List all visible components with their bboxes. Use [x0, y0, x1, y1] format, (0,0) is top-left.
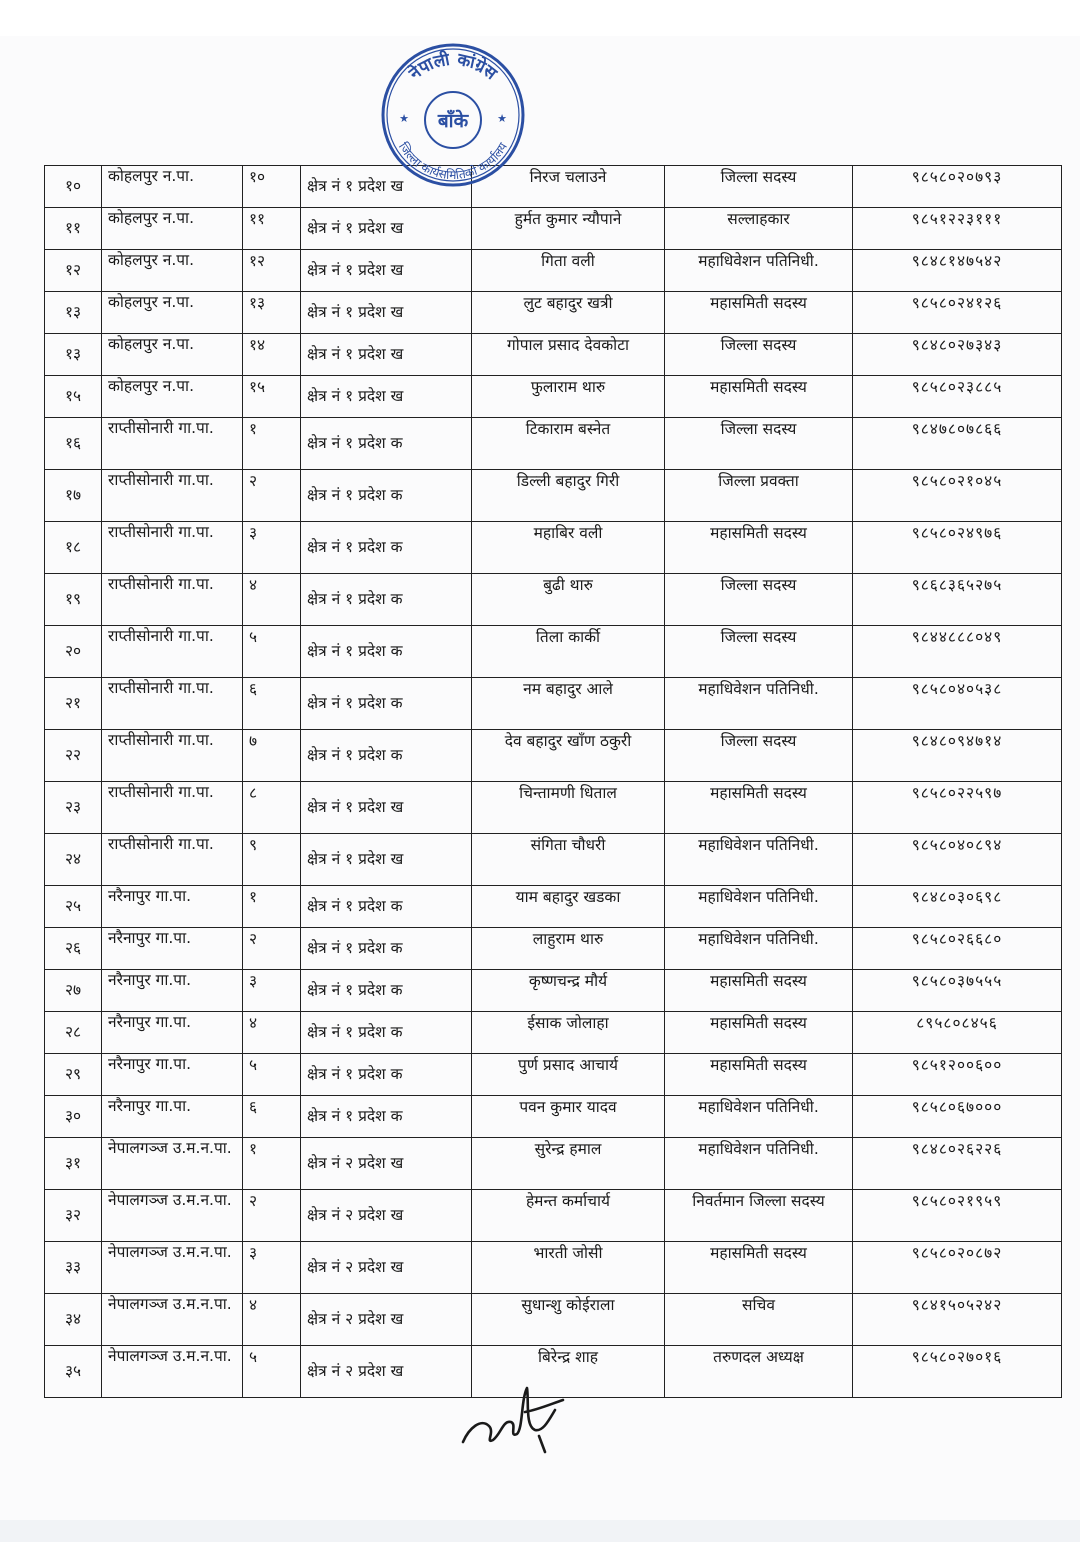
table-row [45, 1054, 1062, 1096]
constituency-cell: क्षेत्र नं १ प्रदेश क [301, 1012, 472, 1054]
phone-number-cell: ९८५१२२३१११ [853, 208, 1062, 250]
member-name-cell: पवन कुमार यादव [472, 1096, 665, 1138]
position-cell: महासमिती सदस्य [665, 376, 853, 418]
position-cell: जिल्ला सदस्य [665, 334, 853, 376]
constituency-cell: क्षेत्र नं १ प्रदेश क [301, 730, 472, 782]
table-row [45, 1294, 1062, 1346]
seal-star-left-icon: ★ [399, 112, 409, 125]
serial-number-cell: ३४ [45, 1294, 102, 1346]
municipality-cell: राप्तीसोनारी गा.पा. [102, 626, 243, 678]
municipality-cell: राप्तीसोनारी गा.पा. [102, 574, 243, 626]
position-cell: महासमिती सदस्य [665, 1054, 853, 1096]
municipality-cell: राप्तीसोनारी गा.पा. [102, 782, 243, 834]
table-row [45, 678, 1062, 730]
municipality-cell: कोहलपुर न.पा. [102, 166, 243, 208]
ward-number-cell: ४ [243, 1012, 301, 1054]
member-name-cell: बिरेन्द्र शाह [472, 1346, 665, 1398]
table-row [45, 730, 1062, 782]
municipality-cell: राप्तीसोनारी गा.पा. [102, 522, 243, 574]
municipality-cell: नेपालगञ्ज उ.म.न.पा. [102, 1190, 243, 1242]
member-name-cell: टिकाराम बस्नेत [472, 418, 665, 470]
phone-number-cell: ८९५८०८४५६ [853, 1012, 1062, 1054]
municipality-cell: राप्तीसोनारी गा.पा. [102, 730, 243, 782]
member-name-cell: चिन्तामणी धिताल [472, 782, 665, 834]
serial-number-cell: ३५ [45, 1346, 102, 1398]
table-row [45, 292, 1062, 334]
municipality-cell: नरैनापुर गा.पा. [102, 970, 243, 1012]
table-row [45, 250, 1062, 292]
ward-number-cell: ४ [243, 574, 301, 626]
phone-number-cell: ९८५८०२१९५९ [853, 1190, 1062, 1242]
table-row [45, 886, 1062, 928]
member-name-cell: कृष्णचन्द्र मौर्य [472, 970, 665, 1012]
member-name-cell: हुर्मत कुमार न्यौपाने [472, 208, 665, 250]
ward-number-cell: १४ [243, 334, 301, 376]
ward-number-cell: १ [243, 1138, 301, 1190]
ward-number-cell: ३ [243, 522, 301, 574]
serial-number-cell: २३ [45, 782, 102, 834]
table-row [45, 334, 1062, 376]
municipality-cell: नरैनापुर गा.पा. [102, 1054, 243, 1096]
table-row [45, 970, 1062, 1012]
municipality-cell: नेपालगञ्ज उ.म.न.पा. [102, 1242, 243, 1294]
ward-number-cell: २ [243, 928, 301, 970]
constituency-cell: क्षेत्र नं १ प्रदेश ख [301, 334, 472, 376]
member-table [44, 165, 1062, 1398]
ward-number-cell: ३ [243, 970, 301, 1012]
municipality-cell: कोहलपुर न.पा. [102, 292, 243, 334]
serial-number-cell: २१ [45, 678, 102, 730]
municipality-cell: राप्तीसोनारी गा.पा. [102, 470, 243, 522]
svg-text:जिल्ला कार्यसमितिको कार्यालय [396, 139, 511, 182]
serial-number-cell: २७ [45, 970, 102, 1012]
seal-center-text: बाँके [437, 110, 469, 132]
constituency-cell: क्षेत्र नं १ प्रदेश ख [301, 166, 472, 208]
phone-number-cell: ९८५८०२६६८० [853, 928, 1062, 970]
serial-number-cell: ३२ [45, 1190, 102, 1242]
ward-number-cell: ६ [243, 1096, 301, 1138]
position-cell: जिल्ला सदस्य [665, 626, 853, 678]
serial-number-cell: १३ [45, 334, 102, 376]
position-cell: सल्लाहकार [665, 208, 853, 250]
position-cell: महासमिती सदस्य [665, 522, 853, 574]
position-cell: जिल्ला सदस्य [665, 418, 853, 470]
ward-number-cell: ४ [243, 1294, 301, 1346]
position-cell: जिल्ला सदस्य [665, 730, 853, 782]
member-name-cell: याम बहादुर खडका [472, 886, 665, 928]
constituency-cell: क्षेत्र नं १ प्रदेश क [301, 1096, 472, 1138]
serial-number-cell: १० [45, 166, 102, 208]
member-table-body [45, 166, 1062, 1398]
member-name-cell: महाबिर वली [472, 522, 665, 574]
ward-number-cell: ५ [243, 1346, 301, 1398]
phone-number-cell: ९८५८०२१०४५ [853, 470, 1062, 522]
position-cell: महाधिवेशन पतिनिधी. [665, 1096, 853, 1138]
phone-number-cell: ९८४७८०७८६६ [853, 418, 1062, 470]
position-cell: सचिव [665, 1294, 853, 1346]
position-cell: महासमिती सदस्य [665, 970, 853, 1012]
table-row [45, 166, 1062, 208]
serial-number-cell: २८ [45, 1012, 102, 1054]
position-cell: महासमिती सदस्य [665, 782, 853, 834]
party-seal-stamp [378, 40, 528, 190]
member-name-cell: बुढी थारु [472, 574, 665, 626]
table-row [45, 522, 1062, 574]
member-name-cell: भारती जोसी [472, 1242, 665, 1294]
constituency-cell: क्षेत्र नं २ प्रदेश ख [301, 1138, 472, 1190]
municipality-cell: कोहलपुर न.पा. [102, 376, 243, 418]
municipality-cell: नरैनापुर गा.पा. [102, 1012, 243, 1054]
serial-number-cell: १८ [45, 522, 102, 574]
position-cell: तरुणदल अध्यक्ष [665, 1346, 853, 1398]
ward-number-cell: १ [243, 886, 301, 928]
municipality-cell: नेपालगञ्ज उ.म.न.पा. [102, 1138, 243, 1190]
ward-number-cell: ११ [243, 208, 301, 250]
member-name-cell: डिल्ली बहादुर गिरी [472, 470, 665, 522]
position-cell: महाधिवेशन पतिनिधी. [665, 1138, 853, 1190]
ward-number-cell: १५ [243, 376, 301, 418]
constituency-cell: क्षेत्र नं १ प्रदेश क [301, 886, 472, 928]
phone-number-cell: ९८५८०२०८७२ [853, 1242, 1062, 1294]
constituency-cell: क्षेत्र नं १ प्रदेश ख [301, 834, 472, 886]
table-row [45, 470, 1062, 522]
phone-number-cell: ९८५८०२४१२६ [853, 292, 1062, 334]
phone-number-cell: ९८५१२००६०० [853, 1054, 1062, 1096]
serial-number-cell: ३३ [45, 1242, 102, 1294]
seal-bottom-text: जिल्ला कार्यसमितिको कार्यालय [395, 139, 511, 183]
serial-number-cell: २६ [45, 928, 102, 970]
table-row [45, 574, 1062, 626]
serial-number-cell: २९ [45, 1054, 102, 1096]
table-row [45, 834, 1062, 886]
top-margin [0, 0, 1080, 36]
serial-number-cell: ११ [45, 208, 102, 250]
ward-number-cell: ५ [243, 1054, 301, 1096]
ward-number-cell: १० [243, 166, 301, 208]
serial-number-cell: १९ [45, 574, 102, 626]
position-cell: महाधिवेशन पतिनिधी. [665, 250, 853, 292]
serial-number-cell: २० [45, 626, 102, 678]
member-name-cell: गोपाल प्रसाद देवकोटा [472, 334, 665, 376]
ward-number-cell: ३ [243, 1242, 301, 1294]
member-name-cell: हेमन्त कर्माचार्य [472, 1190, 665, 1242]
constituency-cell: क्षेत्र नं १ प्रदेश ख [301, 782, 472, 834]
municipality-cell: कोहलपुर न.पा. [102, 334, 243, 376]
ward-number-cell: १२ [243, 250, 301, 292]
constituency-cell: क्षेत्र नं १ प्रदेश क [301, 1054, 472, 1096]
member-name-cell: तिला कार्की [472, 626, 665, 678]
municipality-cell: कोहलपुर न.पा. [102, 208, 243, 250]
position-cell: महाधिवेशन पतिनिधी. [665, 928, 853, 970]
member-name-cell: लाहुराम थारु [472, 928, 665, 970]
phone-number-cell: ९८४८०९४७१४ [853, 730, 1062, 782]
phone-number-cell: ९८५८०४०५३८ [853, 678, 1062, 730]
municipality-cell: राप्तीसोनारी गा.पा. [102, 678, 243, 730]
phone-number-cell: ९८४१५०५२४२ [853, 1294, 1062, 1346]
ward-number-cell: ८ [243, 782, 301, 834]
table-row [45, 1096, 1062, 1138]
member-name-cell: गिता वली [472, 250, 665, 292]
position-cell: महाधिवेशन पतिनिधी. [665, 678, 853, 730]
position-cell: निवर्तमान जिल्ला सदस्य [665, 1190, 853, 1242]
serial-number-cell: १७ [45, 470, 102, 522]
municipality-cell: नेपालगञ्ज उ.म.न.पा. [102, 1294, 243, 1346]
seal-graphic [378, 40, 528, 190]
constituency-cell: क्षेत्र नं १ प्रदेश क [301, 678, 472, 730]
constituency-cell: क्षेत्र नं १ प्रदेश ख [301, 250, 472, 292]
member-name-cell: पुर्ण प्रसाद आचार्य [472, 1054, 665, 1096]
constituency-cell: क्षेत्र नं १ प्रदेश क [301, 970, 472, 1012]
municipality-cell: नरैनापुर गा.पा. [102, 886, 243, 928]
serial-number-cell: १२ [45, 250, 102, 292]
member-name-cell: सुधान्शु कोईराला [472, 1294, 665, 1346]
constituency-cell: क्षेत्र नं २ प्रदेश ख [301, 1242, 472, 1294]
serial-number-cell: २५ [45, 886, 102, 928]
municipality-cell: राप्तीसोनारी गा.पा. [102, 418, 243, 470]
ward-number-cell: ५ [243, 626, 301, 678]
constituency-cell: क्षेत्र नं १ प्रदेश क [301, 522, 472, 574]
constituency-cell: क्षेत्र नं २ प्रदेश ख [301, 1294, 472, 1346]
member-name-cell: निरज चलाउने [472, 166, 665, 208]
position-cell: जिल्ला सदस्य [665, 166, 853, 208]
position-cell: महाधिवेशन पतिनिधी. [665, 834, 853, 886]
phone-number-cell: ९८५८०६७००० [853, 1096, 1062, 1138]
position-cell: महासमिती सदस्य [665, 292, 853, 334]
municipality-cell: नरैनापुर गा.पा. [102, 1096, 243, 1138]
ward-number-cell: २ [243, 1190, 301, 1242]
constituency-cell: क्षेत्र नं १ प्रदेश क [301, 574, 472, 626]
municipality-cell: कोहलपुर न.पा. [102, 250, 243, 292]
phone-number-cell: ९८५८०२३८८५ [853, 376, 1062, 418]
constituency-cell: क्षेत्र नं १ प्रदेश ख [301, 376, 472, 418]
serial-number-cell: २४ [45, 834, 102, 886]
ward-number-cell: ६ [243, 678, 301, 730]
constituency-cell: क्षेत्र नं २ प्रदेश ख [301, 1346, 472, 1398]
bottom-margin [0, 1520, 1080, 1542]
member-name-cell: देव बहादुर खाँण ठकुरी [472, 730, 665, 782]
table-row [45, 1138, 1062, 1190]
member-name-cell: नम बहादुर आले [472, 678, 665, 730]
ward-number-cell: ९ [243, 834, 301, 886]
serial-number-cell: १३ [45, 292, 102, 334]
ward-number-cell: १३ [243, 292, 301, 334]
member-table-wrapper [44, 165, 1062, 1398]
ward-number-cell: २ [243, 470, 301, 522]
phone-number-cell: ९८५८०२०७९३ [853, 166, 1062, 208]
position-cell: महासमिती सदस्य [665, 1242, 853, 1294]
phone-number-cell: ९८४४८८८०४९ [853, 626, 1062, 678]
constituency-cell: क्षेत्र नं १ प्रदेश क [301, 418, 472, 470]
table-row [45, 1012, 1062, 1054]
serial-number-cell: १५ [45, 376, 102, 418]
position-cell: महासमिती सदस्य [665, 1012, 853, 1054]
constituency-cell: क्षेत्र नं २ प्रदेश ख [301, 1190, 472, 1242]
constituency-cell: क्षेत्र नं १ प्रदेश ख [301, 292, 472, 334]
phone-number-cell: ९८५८०२४९७६ [853, 522, 1062, 574]
table-row [45, 928, 1062, 970]
table-row [45, 1242, 1062, 1294]
member-name-cell: फुलाराम थारु [472, 376, 665, 418]
table-row [45, 208, 1062, 250]
position-cell: जिल्ला सदस्य [665, 574, 853, 626]
position-cell: जिल्ला प्रवक्ता [665, 470, 853, 522]
serial-number-cell: ३१ [45, 1138, 102, 1190]
phone-number-cell: ९८४८०३०६९८ [853, 886, 1062, 928]
member-name-cell: ईसाक जोलाहा [472, 1012, 665, 1054]
serial-number-cell: १६ [45, 418, 102, 470]
table-row [45, 418, 1062, 470]
serial-number-cell: ३० [45, 1096, 102, 1138]
phone-number-cell: ९८५८०२२५९७ [853, 782, 1062, 834]
phone-number-cell: ९८४८०२६२२६ [853, 1138, 1062, 1190]
municipality-cell: नरैनापुर गा.पा. [102, 928, 243, 970]
ward-number-cell: १ [243, 418, 301, 470]
constituency-cell: क्षेत्र नं १ प्रदेश क [301, 928, 472, 970]
member-name-cell: सुरेन्द्र हमाल [472, 1138, 665, 1190]
serial-number-cell: २२ [45, 730, 102, 782]
phone-number-cell: ९८६८३६५२७५ [853, 574, 1062, 626]
seal-star-right-icon: ★ [497, 112, 507, 125]
member-name-cell: संगिता चौधरी [472, 834, 665, 886]
constituency-cell: क्षेत्र नं १ प्रदेश क [301, 470, 472, 522]
municipality-cell: राप्तीसोनारी गा.पा. [102, 834, 243, 886]
constituency-cell: क्षेत्र नं १ प्रदेश क [301, 626, 472, 678]
phone-number-cell: ९८४८०२७३४३ [853, 334, 1062, 376]
table-row [45, 376, 1062, 418]
table-row [45, 1346, 1062, 1398]
phone-number-cell: ९८५८०३७५५५ [853, 970, 1062, 1012]
member-name-cell: लुट बहादुर खत्री [472, 292, 665, 334]
table-row [45, 782, 1062, 834]
phone-number-cell: ९८५८०२७०१६ [853, 1346, 1062, 1398]
position-cell: महाधिवेशन पतिनिधी. [665, 886, 853, 928]
constituency-cell: क्षेत्र नं १ प्रदेश ख [301, 208, 472, 250]
municipality-cell: नेपालगञ्ज उ.म.न.पा. [102, 1346, 243, 1398]
table-row [45, 1190, 1062, 1242]
phone-number-cell: ९८४८१४७५४२ [853, 250, 1062, 292]
ward-number-cell: ७ [243, 730, 301, 782]
seal-top-text: नेपाली कांग्रेस [405, 49, 501, 85]
phone-number-cell: ९८५८०४०८९४ [853, 834, 1062, 886]
table-row [45, 626, 1062, 678]
